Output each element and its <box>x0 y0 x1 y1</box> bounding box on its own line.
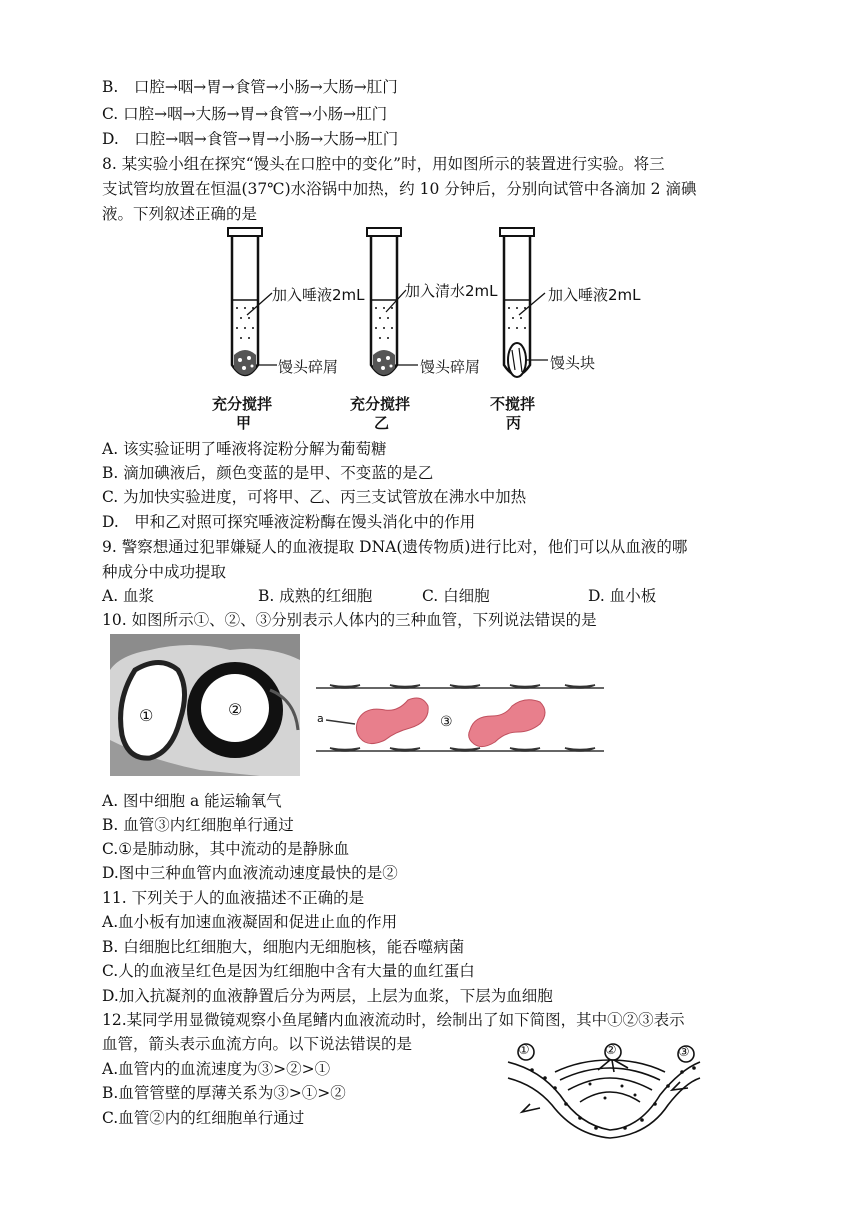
tube3-name-label: 丙 <box>506 414 522 432</box>
q9-stem-line1: 9. 警察想通过犯罪嫌疑人的血液提取 DNA(遗传物质)进行比对，他们可以从血液的哪 <box>102 538 688 556</box>
q11-option-a: A.血小板有加速血液凝固和促进止血的作用 <box>102 913 398 931</box>
vessel-3-label: ③ <box>440 714 453 730</box>
tube2-liquid-label: 加入清水2mL <box>405 282 498 300</box>
tube2-name-label: 乙 <box>374 414 390 432</box>
q10-option-a: A. 图中细胞 a 能运输氧气 <box>102 792 282 810</box>
q11-option-d: D.加入抗凝剂的血液静置后分为两层，上层为血浆，下层为血细胞 <box>102 987 553 1005</box>
q7-option-d: D. 口腔→咽→食管→胃→小肠→大肠→肛门 <box>102 130 399 148</box>
q8-option-d: D. 甲和乙对照可探究唾液淀粉酶在馒头消化中的作用 <box>102 513 476 531</box>
q9-option-d: D. 血小板 <box>588 587 657 605</box>
q12-option-b: B.血管管壁的厚薄关系为③>①>② <box>102 1084 346 1102</box>
tube2-solid-label: 馒头碎屑 <box>420 358 481 376</box>
q8-stem-line1: 8. 某实验小组在探究“馒头在口腔中的变化”时，用如图所示的装置进行实验。将三 <box>102 155 665 173</box>
q10-stem: 10. 如图所示①、②、③分别表示人体内的三种血管，下列说法错误的是 <box>102 611 597 629</box>
q9-option-c: C. 白细胞 <box>422 587 490 605</box>
q10-option-c: C.①是肺动脉，其中流动的是静脉血 <box>102 840 350 858</box>
q8-stem-line3: 液。下列叙述正确的是 <box>102 205 258 223</box>
q10-option-d: D.图中三种血管内血液流动速度最快的是② <box>102 864 398 882</box>
q12-vessel-1-label: ① <box>518 1043 530 1058</box>
q12-stem-line2: 血管，箭头表示血流方向。以下说法错误的是 <box>102 1035 413 1053</box>
q9-option-b: B. 成熟的红细胞 <box>258 587 373 605</box>
tube1-action-label: 充分搅拌 <box>212 395 273 413</box>
q7-option-b: B. 口腔→咽→胃→食管→小肠→大肠→肛门 <box>102 78 398 96</box>
q11-option-c: C.人的血液呈红色是因为红细胞中含有大量的血红蛋白 <box>102 962 475 980</box>
q12-option-c: C.血管②内的红细胞单行通过 <box>102 1109 305 1127</box>
tube3-action-label: 不搅拌 <box>490 395 536 413</box>
tube1-name-label: 甲 <box>236 414 252 432</box>
tube1-solid-label: 馒头碎屑 <box>278 358 339 376</box>
q10-option-b: B. 血管③内红细胞单行通过 <box>102 816 294 834</box>
vessel-2-label: ② <box>228 700 243 719</box>
q12-stem-line1: 12.某同学用显微镜观察小鱼尾鳍内血液流动时，绘制出了如下简图，其中①②③表示 <box>102 1011 685 1029</box>
q8-option-c: C. 为加快实验进度，可将甲、乙、丙三支试管放在沸水中加热 <box>102 488 527 506</box>
q11-option-b: B. 白细胞比红细胞大，细胞内无细胞核，能吞噬病菌 <box>102 938 465 956</box>
q8-option-a: A. 该实验证明了唾液将淀粉分解为葡萄糖 <box>102 440 387 458</box>
q7-option-c: C. 口腔→咽→大肠→胃→食管→小肠→肛门 <box>102 105 388 123</box>
q8-option-b: B. 滴加碘液后，颜色变蓝的是甲、不变蓝的是乙 <box>102 464 434 482</box>
tube3-solid-label: 馒头块 <box>550 354 596 372</box>
q12-vessel-2-label: ② <box>605 1043 617 1058</box>
q11-stem: 11. 下列关于人的血液描述不正确的是 <box>102 889 365 907</box>
q12-vessel-3-label: ③ <box>678 1045 690 1060</box>
vessel-1-label: ① <box>139 706 154 725</box>
cell-a-label: a <box>317 712 324 725</box>
tube3-liquid-label: 加入唾液2mL <box>548 286 641 304</box>
q9-option-a: A. 血浆 <box>102 587 155 605</box>
tube2-action-label: 充分搅拌 <box>350 395 411 413</box>
q9-stem-line2: 种成分中成功提取 <box>102 563 227 581</box>
q8-stem-line2: 支试管均放置在恒温(37℃)水浴锅中加热，约 10 分钟后，分别向试管中各滴加 2 滴碘 <box>102 180 697 198</box>
q12-option-a: A.血管内的血流速度为③>②>① <box>102 1060 331 1078</box>
tube1-liquid-label: 加入唾液2mL <box>272 286 365 304</box>
